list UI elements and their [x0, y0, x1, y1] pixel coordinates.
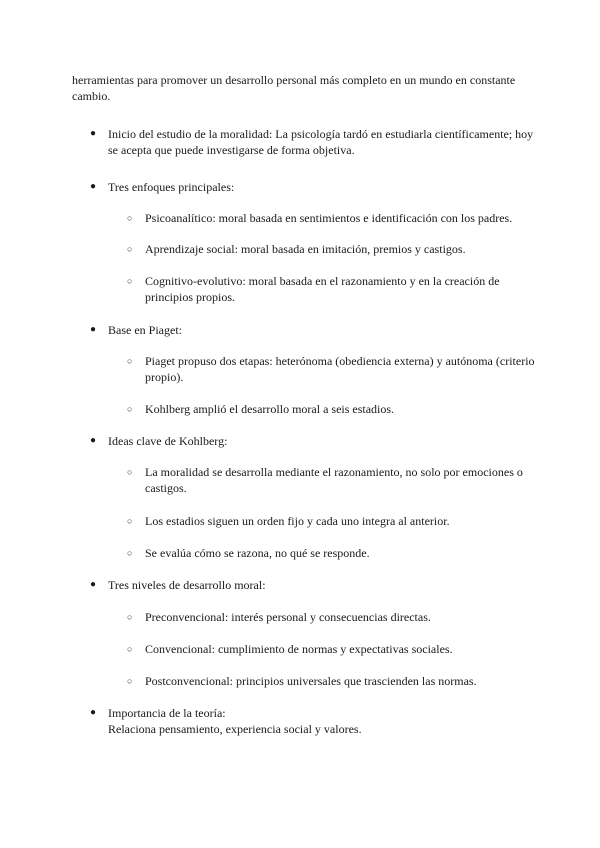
list-item-text: Psicoanalítico: moral basada en sentimientos e identificación con los padres. — [145, 211, 513, 225]
list-item-text: Base en Piaget: — [108, 323, 182, 337]
hollow-bullet-icon: ○ — [127, 276, 133, 286]
list-item-text: Kohlberg amplió el desarrollo moral a seis estadios. — [145, 402, 395, 416]
list-item-text — [108, 705, 538, 737]
list-item-text: Los estadios siguen un orden fijo y cada uno integra al anterior. — [145, 514, 450, 528]
list-item-text: Tres enfoques principales: — [108, 180, 235, 194]
hollow-bullet-icon: ○ — [127, 516, 133, 526]
list-item-text: Ideas clave de Kohlberg: — [108, 434, 228, 448]
hollow-bullet-icon: ○ — [127, 356, 133, 366]
filled-bullet-icon: ● — [90, 435, 97, 446]
hollow-bullet-icon: ○ — [127, 644, 133, 654]
hollow-bullet-icon: ○ — [127, 213, 133, 223]
list-item-text: Preconvencional: interés personal y consecuencias directas. — [145, 610, 431, 624]
list-item-text: Postconvencional: principios universales que trascienden las normas. — [145, 674, 477, 688]
list-item-detail: Relaciona pensamiento, experiencia social y valores. — [108, 722, 362, 736]
list-item-heading: Importancia de la teoría: — [108, 706, 226, 720]
list-item-text: Convencional: cumplimiento de normas y expectativas sociales. — [145, 642, 453, 656]
list-item-text: Aprendizaje social: moral basada en imitación, premios y castigos. — [145, 242, 466, 256]
filled-bullet-icon: ● — [90, 579, 97, 590]
hollow-bullet-icon: ○ — [127, 612, 133, 622]
list-item-text: Se evalúa cómo se razona, no qué se responde. — [145, 546, 370, 560]
hollow-bullet-icon: ○ — [127, 676, 133, 686]
hollow-bullet-icon: ○ — [127, 548, 133, 558]
list-item-text: Tres niveles de desarrollo moral: — [108, 578, 266, 592]
filled-bullet-icon: ● — [90, 707, 97, 718]
hollow-bullet-icon: ○ — [127, 244, 133, 254]
hollow-bullet-icon: ○ — [127, 467, 133, 477]
filled-bullet-icon: ● — [90, 324, 97, 335]
filled-bullet-icon: ● — [90, 128, 97, 139]
list-item-text: Piaget propuso dos etapas: heterónoma (obediencia externa) y autónoma (criterio propio). — [145, 354, 535, 384]
list-item-text: Inicio del estudio de la moralidad: La psicología tardó en estudiarla científicamente; hoy se acepta que puede investigarse de forma objetiva. — [108, 127, 534, 157]
hollow-bullet-icon: ○ — [127, 404, 133, 414]
list-item-text: La moralidad se desarrolla mediante el razonamiento, no solo por emociones o castigos. — [145, 465, 523, 495]
filled-bullet-icon: ● — [90, 181, 97, 192]
list-item-text: Cognitivo-evolutivo: moral basada en el razonamiento y en la creación de principios propios. — [145, 274, 500, 304]
intro-paragraph: herramientas para promover un desarrollo personal más completo en un mundo en constante cambio. — [72, 73, 516, 103]
